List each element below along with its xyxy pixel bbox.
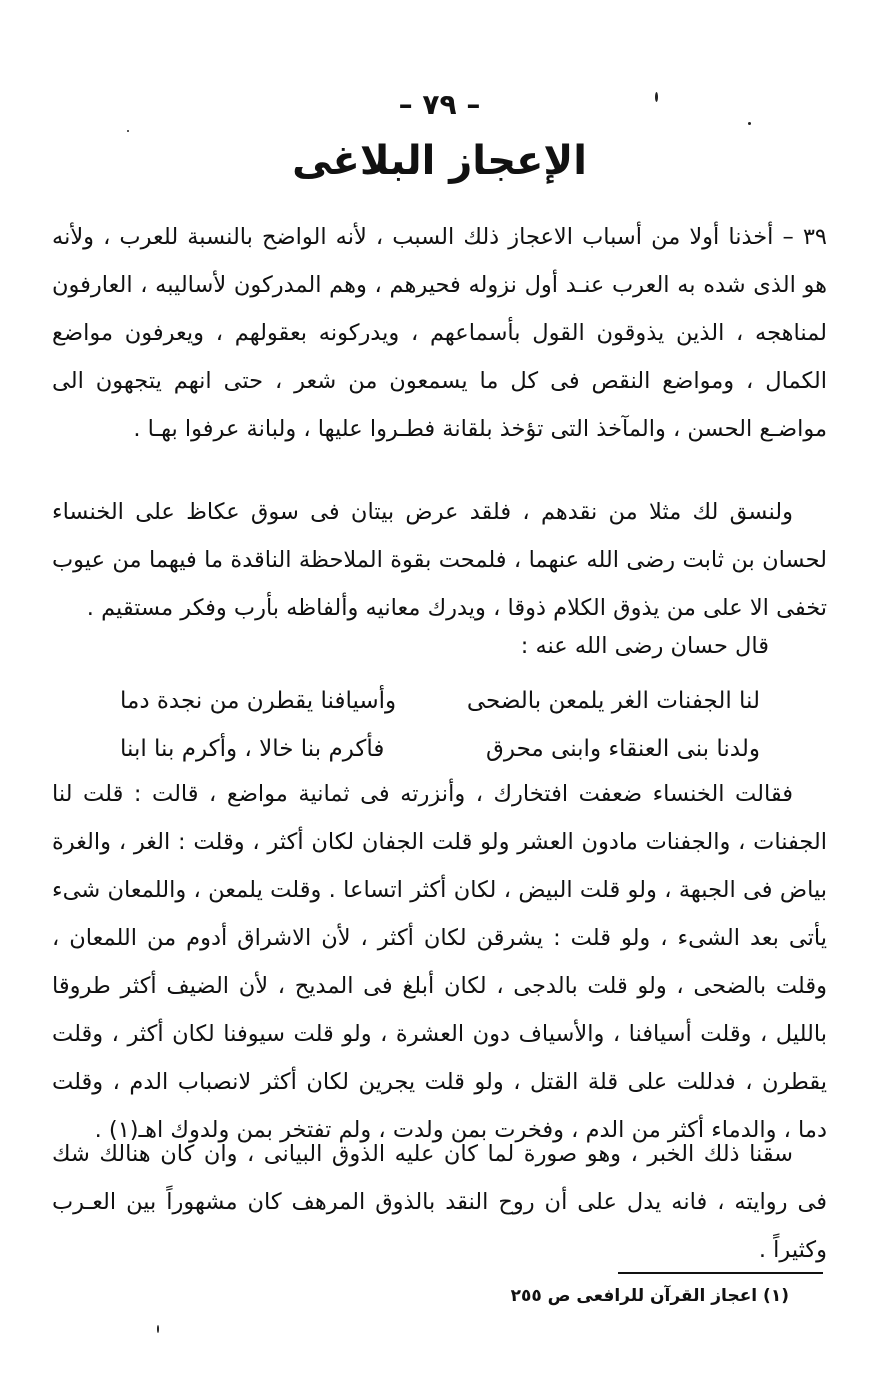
section-title: الإعجاز البلاغى [292, 138, 587, 184]
paragraph-39 [52, 213, 827, 453]
footnote-divider [618, 1272, 823, 1274]
page-number: – ٧٩ – [398, 88, 481, 121]
poem-verse-1-second-hemistich: وأسيافنا يقطرن من نجدة دما [120, 688, 397, 714]
paragraph-khansa-critique-text: فقالت الخنساء ضعفت افتخارك ، وأنزرته فى ثمانية مواضع ، قالت : قلت لنا الجفنات ، والجفنات مادون العشر ولو قلت الجفان لكان أكثر ، وقلت : الغر ، والغرة بياض فى الجبهة ، ولو قلت البيض ، لكان أكثر اتساعا . وقلت يلمعن ، واللمعان شىء يأتى بعد الشىء ، ولو قلت : يشرقن لكان أكثر ، لأن الاشراق أدوم من اللمعان ، وقلت بالضحى ، ولو قلت بالدجى ، لكان أبلغ فى المديح ، لأن الضيف أكثر طروقا بالليل ، وقلت أسيافنا ، والأسياف دون العشرة ، ولو قلت سيوفنا لكان أكثر ، وقلت يقطرن ، فدللت على قلة القتل ، ولو قلت يجرين لكان أكثر لانصباب الدم ، وقلت دما ، والدماء أكثر من الدم ، وفخرت بمن ولدت ، ولم تفتخر بمن ولدوك اهـ(١) . [52, 781, 827, 1143]
poem-verse-2 [120, 725, 760, 773]
paragraph-khansa-critique [52, 770, 827, 1154]
scan-speck [127, 130, 129, 132]
scan-speck [655, 92, 658, 102]
paragraph-39-text: ٣٩ – أخذنا أولا من أسباب الاعجاز ذلك السبب ، لأنه الواضح بالنسبة للعرب ، ولأنه هو الذى شده به العرب عنـد أول نزوله فحيرهم ، وهم المدركون لأساليبه ، العارفون لمناهجه ، الذين يذوقون القول بأسماعهم ، ويدركونه بعقولهم ، ويعرفون مواضع الكمال ، ومواضع النقص فى كل ما يسمعون من شعر ، حتى انهم يتجهون الى مواضـع الحسن ، والمآخذ التى تؤخذ بلقانة فطـروا عليها ، ولبانة عرفوا بهـا . [52, 224, 827, 442]
scan-speck [157, 1325, 159, 1333]
paragraph-example-text: ولنسق لك مثلا من نقدهم ، فلقد عرض بيتان فى سوق عكاظ على الخنساء لحسان بن ثابت رضى الله عنهما ، فلمحت بقوة الملاحظة الناقدة ما فيهما من عيوب تخفى الا على من يذوق الكلام ذوقا ، ويدرك معانيه وألفاظه بأرب وفكر مستقيم . [52, 499, 827, 621]
poem-verse-1-first-hemistich: لنا الجفنات الغر يلمعن بالضحى [466, 688, 760, 714]
poem-verse-2-first-hemistich: ولدنا بنى العنقاء وابنى محرق [486, 736, 760, 762]
poem-verse-2-second-hemistich: فأكرم بنا خالا ، وأكرم بنا ابنا [120, 736, 385, 762]
footnote: (١) اعجاز القرآن للرافعى ص ٢٥٥ [510, 1286, 789, 1306]
poem-intro: قال حسان رضى الله عنه : [520, 633, 769, 659]
paragraph-conclusion [52, 1130, 827, 1274]
paragraph-conclusion-text: سقنا ذلك الخبر ، وهو صورة لما كان عليه الذوق البيانى ، وان كان هنالك شك فى روايته ، فانه يدل على أن روح النقد بالذوق المرهف كان مشهوراً بين العـرب وكثيراً . [52, 1141, 827, 1263]
poem-verse-1 [120, 677, 760, 725]
paragraph-example [52, 488, 827, 632]
scan-speck [748, 122, 751, 125]
